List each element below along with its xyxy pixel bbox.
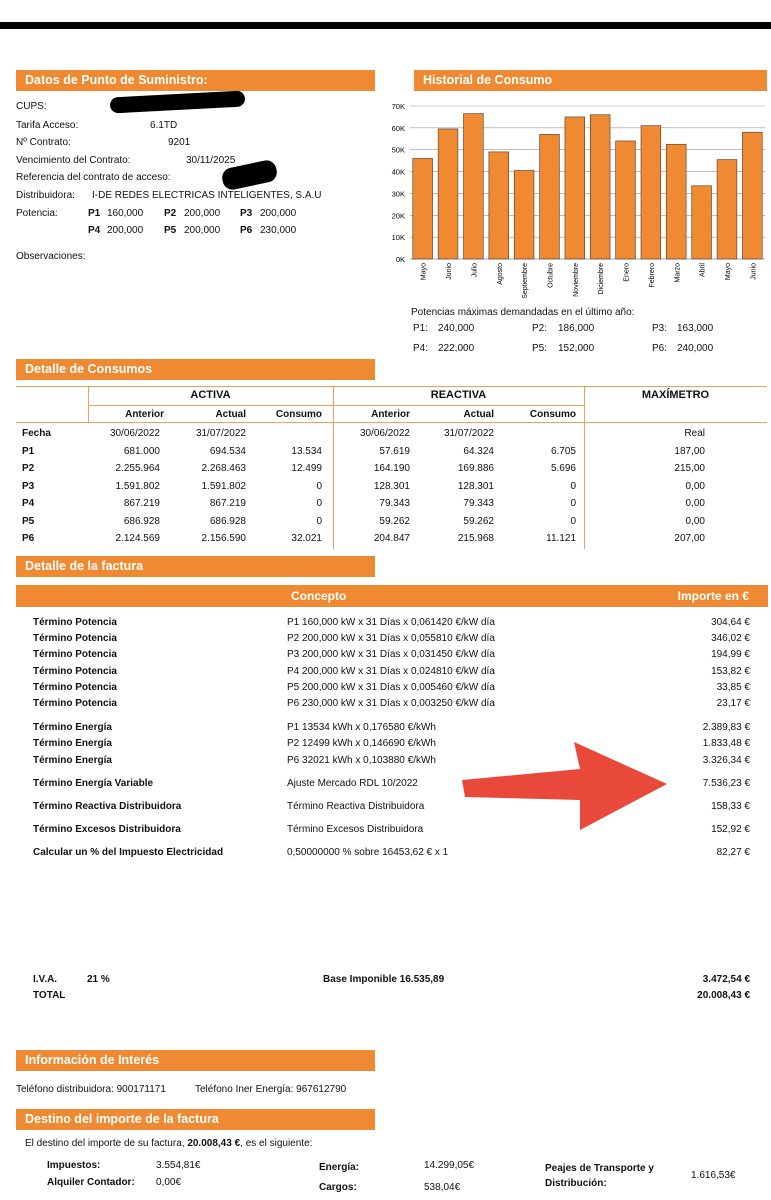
consumo-cell-a-ant: 867.219 bbox=[123, 498, 160, 509]
referencia-label: Referencia del contrato de acceso: bbox=[16, 172, 171, 183]
consumo-row bbox=[0, 498, 771, 514]
consumo-cell-r-ant: 204.847 bbox=[373, 533, 410, 544]
consumo-row bbox=[0, 446, 771, 462]
chart-bar bbox=[565, 117, 585, 259]
factura-line-amount: 82,27 € bbox=[716, 847, 750, 858]
chart-xtick-label: Octubre bbox=[547, 263, 555, 288]
factura-line-desc: P2 12499 kWh x 0,146690 €/kWh bbox=[287, 738, 436, 749]
consumo-cell-r-con: 11.121 bbox=[546, 533, 576, 544]
maxima-p4-value: 222,000 bbox=[438, 343, 475, 354]
factura-line-amount: 158,33 € bbox=[711, 801, 750, 812]
factura-line-name: Término Energía bbox=[33, 722, 112, 733]
factura-line-amount: 304,64 € bbox=[711, 617, 750, 628]
consumo-cell-r-ant: 30/06/2022 bbox=[359, 428, 410, 439]
iva-label: I.V.A. bbox=[33, 974, 58, 985]
destino-intro bbox=[25, 1138, 312, 1149]
destino-intro-amount: 20.008,43 € bbox=[187, 1138, 241, 1149]
group-reactiva: REACTIVA bbox=[430, 389, 487, 401]
factura-line-desc: P2 200,000 kW x 31 Días x 0,055810 €/kW día bbox=[287, 633, 495, 644]
factura-line-amount: 2.389,83 € bbox=[702, 722, 750, 733]
potencia-p6-label: P6 bbox=[240, 225, 253, 236]
group-activa: ACTIVA bbox=[190, 389, 231, 401]
consumo-cell-a-act: 2.268.463 bbox=[201, 463, 246, 474]
col-concepto: Concepto bbox=[291, 589, 347, 603]
chart-ytick-label: 0K bbox=[395, 255, 405, 264]
consumo-cell-r-ant: 57.619 bbox=[379, 445, 410, 457]
consumo-cell-label: P4 bbox=[22, 498, 35, 509]
potencia-p5-label: P5 bbox=[164, 225, 177, 236]
consumo-cell-max: 215,00 bbox=[674, 463, 705, 474]
factura-line-amount: 7.536,23 € bbox=[702, 778, 750, 789]
factura-line-name: Término Reactiva Distribuidora bbox=[33, 801, 182, 812]
consumo-cell-a-ant: 2.124.569 bbox=[115, 533, 160, 544]
consumo-row bbox=[0, 463, 771, 479]
observaciones-label: Observaciones: bbox=[16, 251, 86, 262]
destino-header: Destino del importe de la factura bbox=[16, 1109, 375, 1130]
chart-bar bbox=[616, 141, 636, 259]
col-reactiva-anterior: Anterior bbox=[371, 409, 410, 420]
factura-line-desc: Término Excesos Distribuidora bbox=[287, 824, 424, 835]
consumo-cell-r-act: 128.301 bbox=[457, 480, 494, 492]
energia-label: Energía: bbox=[319, 1162, 360, 1173]
cups-label: CUPS: bbox=[16, 101, 47, 112]
factura-line-desc: P1 13534 kWh x 0,176580 €/kWh bbox=[287, 722, 436, 733]
consumo-cell-a-ant: 686.928 bbox=[123, 515, 160, 527]
chart-bar bbox=[666, 144, 686, 259]
factura-line-desc: Término Reactiva Distribuidora bbox=[287, 801, 425, 812]
consumo-cell-label: P6 bbox=[22, 533, 35, 544]
destino-intro-post: , es el siguiente: bbox=[240, 1138, 313, 1149]
consumo-cell-r-ant: 164.190 bbox=[373, 463, 410, 474]
factura-line-amount: 1.833,48 € bbox=[702, 738, 750, 749]
chart-bar bbox=[464, 114, 484, 259]
contrato-label: Nº Contrato: bbox=[16, 137, 71, 148]
chart-xtick-label: Marzo bbox=[674, 263, 682, 283]
consumo-cell-max: 0,00 bbox=[685, 480, 705, 492]
consumo-row bbox=[0, 428, 771, 444]
chart-ytick-label: 60K bbox=[391, 123, 405, 133]
factura-line-name: Calcular un % del Impuesto Electricidad bbox=[33, 847, 224, 858]
divider bbox=[88, 405, 585, 406]
chart-xtick-label: Junio bbox=[446, 263, 454, 280]
chart-ytick-label: 40K bbox=[391, 167, 405, 177]
factura-line-name: Término Potencia bbox=[33, 666, 117, 677]
maxima-p3-label: P3: bbox=[652, 323, 668, 334]
chart-xtick-label: Diciembre bbox=[598, 263, 606, 295]
highlight-arrow-icon bbox=[462, 742, 672, 832]
potencia-label: Potencia: bbox=[16, 208, 58, 219]
consumption-bar-chart bbox=[383, 100, 768, 310]
chart-ytick-label: 50K bbox=[391, 145, 405, 155]
col-activa-consumo: Consumo bbox=[275, 409, 322, 420]
consumo-cell-r-act: 64.324 bbox=[463, 445, 494, 457]
factura-line-amount: 3.326,34 € bbox=[702, 755, 750, 766]
potencia-p1-label: P1 bbox=[88, 208, 101, 219]
chart-xtick-label: Septiembre bbox=[522, 263, 530, 299]
cargos-value: 538,04€ bbox=[424, 1182, 461, 1193]
chart-bar bbox=[489, 152, 509, 259]
consumo-cell-a-con: 0 bbox=[316, 515, 322, 527]
peajes-label-1: Peajes de Transporte y bbox=[545, 1163, 654, 1174]
distribuidora-value: I-DE REDES ELECTRICAS INTELIGENTES, S.A.U bbox=[92, 190, 322, 201]
consumo-row bbox=[0, 481, 771, 497]
factura-line-amount: 153,82 € bbox=[711, 666, 750, 677]
maxima-p1-value: 240,000 bbox=[438, 323, 475, 334]
factura-line-desc: P6 32021 kWh x 0,103880 €/kWh bbox=[287, 755, 436, 766]
maxima-p6-value: 240,000 bbox=[677, 343, 714, 354]
impuestos-value: 3.554,81€ bbox=[156, 1160, 201, 1171]
maxima-p2-value: 186,000 bbox=[558, 323, 595, 334]
consumo-cell-max: Real bbox=[684, 428, 705, 439]
chart-bar bbox=[742, 132, 762, 259]
cargos-label: Cargos: bbox=[319, 1182, 357, 1193]
factura-table-header bbox=[16, 585, 768, 607]
interes-header: Información de Interés bbox=[16, 1050, 375, 1071]
consumo-cell-r-con: 5.696 bbox=[550, 463, 576, 474]
vencimiento-label: Vencimiento del Contrato: bbox=[16, 155, 131, 166]
chart-xtick-label: Febrero bbox=[648, 263, 656, 288]
chart-bar bbox=[692, 186, 712, 259]
consumo-cell-r-con: 6.705 bbox=[550, 445, 576, 457]
impuestos-label: Impuestos: bbox=[47, 1160, 101, 1171]
total-label: TOTAL bbox=[33, 990, 66, 1001]
consumo-cell-r-act: 31/07/2022 bbox=[443, 428, 494, 439]
consumo-cell-r-act: 215.968 bbox=[457, 533, 494, 544]
maximas-label: Potencias máximas demandadas en el último año: bbox=[411, 307, 635, 318]
col-importe: Importe en € bbox=[677, 589, 749, 603]
factura-header: Detalle de la factura bbox=[16, 556, 375, 577]
maxima-p3-value: 163,000 bbox=[677, 323, 714, 334]
chart-bar bbox=[717, 160, 737, 259]
energia-value: 14.299,05€ bbox=[424, 1160, 475, 1171]
potencia-p4-value: 200,000 bbox=[107, 225, 144, 236]
consumo-cell-r-con: 0 bbox=[570, 480, 576, 492]
alquiler-label: Alquiler Contador: bbox=[47, 1177, 135, 1188]
consumo-cell-max: 207,00 bbox=[674, 533, 705, 544]
consumo-cell-a-con: 13.534 bbox=[291, 445, 322, 457]
factura-line-desc: 0,50000000 % sobre 16453,62 € x 1 bbox=[287, 847, 449, 858]
factura-line-amount: 23,17 € bbox=[716, 698, 750, 709]
iva-amount: 3.472,54 € bbox=[702, 974, 750, 985]
vencimiento-value: 30/11/2025 bbox=[186, 155, 236, 166]
potencia-p3-label: P3 bbox=[240, 208, 253, 219]
group-maximetro: MAXÍMETRO bbox=[641, 389, 710, 401]
total-amount: 20.008,43 € bbox=[697, 990, 750, 1001]
factura-line-name: Término Energía bbox=[33, 738, 112, 749]
factura-line-name: Término Potencia bbox=[33, 649, 117, 660]
divider bbox=[16, 422, 767, 423]
col-reactiva-consumo: Consumo bbox=[529, 409, 576, 420]
consumo-cell-a-act: 694.534 bbox=[209, 445, 246, 457]
col-reactiva-actual: Actual bbox=[463, 409, 494, 420]
chart-ytick-label: 10K bbox=[391, 233, 405, 243]
chart-bar bbox=[641, 126, 661, 259]
factura-line-desc: P1 160,000 kW x 31 Días x 0,061420 €/kW día bbox=[287, 617, 495, 628]
base-imponible: Base Imponible 16.535,89 bbox=[323, 974, 445, 985]
consumos-header: Detalle de Consumos bbox=[16, 359, 375, 380]
consumo-cell-r-act: 169.886 bbox=[457, 463, 494, 474]
tel-distribuidora: Teléfono distribuidora: 900171171 bbox=[16, 1084, 166, 1095]
consumo-cell-r-act: 79.343 bbox=[463, 498, 494, 509]
tarifa-label: Tarifa Acceso: bbox=[16, 120, 79, 131]
consumo-cell-a-act: 2.156.590 bbox=[201, 533, 246, 544]
chart-bar bbox=[413, 158, 433, 259]
maxima-p5-label: P5: bbox=[532, 343, 548, 354]
factura-line-amount: 152,92 € bbox=[711, 824, 750, 835]
factura-line-desc: P5 200,000 kW x 31 Días x 0,005460 €/kW día bbox=[287, 682, 495, 693]
consumo-row bbox=[0, 516, 771, 532]
consumo-cell-label: P2 bbox=[22, 463, 35, 474]
consumo-cell-max: 0,00 bbox=[685, 498, 705, 509]
consumo-cell-max: 187,00 bbox=[674, 445, 705, 457]
maxima-p6-label: P6: bbox=[652, 343, 668, 354]
chart-xtick-label: Julio bbox=[471, 263, 479, 278]
maxima-p2-label: P2: bbox=[532, 323, 548, 334]
factura-line-name: Término Potencia bbox=[33, 633, 117, 644]
potencia-p1-value: 160,000 bbox=[107, 208, 144, 219]
consumo-cell-a-act: 31/07/2022 bbox=[195, 428, 246, 439]
potencia-p2-label: P2 bbox=[164, 208, 177, 219]
col-activa-actual: Actual bbox=[215, 409, 246, 420]
chart-xtick-label: Abril bbox=[699, 263, 707, 278]
chart-xtick-label: Mayo bbox=[420, 263, 428, 281]
consumo-cell-label: P5 bbox=[22, 515, 35, 527]
factura-line-desc: P6 230,000 kW x 31 Días x 0,003250 €/kW día bbox=[287, 698, 495, 709]
tarifa-value: 6.1TD bbox=[150, 120, 178, 131]
maxima-p5-value: 152,000 bbox=[558, 343, 595, 354]
factura-line-name: Término Energía bbox=[33, 755, 112, 766]
chart-bar bbox=[590, 115, 610, 259]
consumo-cell-max: 0,00 bbox=[685, 515, 705, 527]
consumo-cell-label: P1 bbox=[22, 445, 35, 457]
factura-line-name: Término Potencia bbox=[33, 617, 117, 628]
consumo-cell-a-con: 32.021 bbox=[291, 533, 322, 544]
factura-line-desc: P4 200,000 kW x 31 Días x 0,024810 €/kW día bbox=[287, 666, 495, 677]
tel-iner: Teléfono Iner Energía: 967612790 bbox=[195, 1084, 347, 1095]
iva-pct: 21 % bbox=[87, 974, 110, 985]
factura-line-name: Término Potencia bbox=[33, 682, 117, 693]
consumo-cell-a-act: 1.591.802 bbox=[201, 480, 246, 492]
top-border bbox=[0, 22, 771, 29]
consumo-cell-r-ant: 128.301 bbox=[373, 480, 410, 492]
divider bbox=[16, 386, 767, 387]
destino-intro-pre: El destino del importe de su factura, bbox=[25, 1138, 185, 1149]
distribuidora-label: Distribuidora: bbox=[16, 190, 75, 201]
consumo-cell-a-ant: 1.591.802 bbox=[115, 480, 160, 492]
consumo-cell-label: Fecha bbox=[22, 428, 51, 439]
chart-bar bbox=[514, 170, 534, 259]
consumo-cell-r-con: 0 bbox=[570, 498, 576, 509]
factura-line-name: Término Potencia bbox=[33, 698, 117, 709]
consumo-cell-r-con: 0 bbox=[570, 515, 576, 527]
history-header: Historial de Consumo bbox=[414, 70, 767, 91]
consumo-cell-a-act: 867.219 bbox=[209, 498, 246, 509]
factura-line-name: Término Energía Variable bbox=[33, 778, 154, 789]
consumo-cell-a-con: 0 bbox=[316, 480, 322, 492]
maxima-p4-label: P4: bbox=[413, 343, 429, 354]
consumo-row bbox=[0, 533, 771, 549]
factura-line-desc: P3 200,000 kW x 31 Días x 0,031450 €/kW día bbox=[287, 649, 495, 660]
contrato-value: 9201 bbox=[168, 137, 191, 148]
chart-bar bbox=[540, 134, 560, 259]
alquiler-value: 0,00€ bbox=[156, 1177, 182, 1188]
consumo-cell-r-act: 59.262 bbox=[463, 515, 494, 527]
factura-line-amount: 346,02 € bbox=[711, 633, 750, 644]
consumo-cell-r-ant: 59.262 bbox=[379, 515, 410, 527]
factura-line-name: Término Excesos Distribuidora bbox=[33, 824, 181, 835]
consumo-cell-a-ant: 30/06/2022 bbox=[109, 428, 160, 439]
potencia-p2-value: 200,000 bbox=[184, 208, 221, 219]
chart-xtick-label: Mayo bbox=[724, 263, 732, 281]
consumo-cell-a-con: 12.499 bbox=[291, 463, 322, 474]
supply-header: Datos de Punto de Suministro: bbox=[16, 70, 375, 91]
consumo-cell-label: P3 bbox=[22, 480, 35, 492]
chart-xtick-label: Junio bbox=[750, 263, 758, 280]
consumo-cell-a-act: 686.928 bbox=[209, 515, 246, 527]
chart-xtick-label: Noviembre bbox=[572, 263, 580, 297]
chart-xtick-label: Agosto bbox=[496, 263, 504, 285]
peajes-label-2: Distribución: bbox=[545, 1178, 607, 1189]
potencia-p3-value: 200,000 bbox=[260, 208, 297, 219]
chart-ytick-label: 70K bbox=[391, 102, 405, 111]
chart-xtick-label: Enero bbox=[623, 263, 631, 282]
consumo-cell-r-ant: 79.343 bbox=[379, 498, 410, 509]
consumo-cell-a-ant: 2.255.964 bbox=[115, 463, 160, 474]
col-activa-anterior: Anterior bbox=[125, 409, 164, 420]
maxima-p1-label: P1: bbox=[413, 323, 429, 334]
consumo-cell-a-con: 0 bbox=[316, 498, 322, 509]
peajes-value: 1.616,53€ bbox=[691, 1170, 736, 1181]
consumo-cell-a-ant: 681.000 bbox=[123, 445, 160, 457]
factura-line-amount: 33,85 € bbox=[716, 682, 750, 693]
chart-bar bbox=[438, 129, 458, 259]
factura-line-amount: 194,99 € bbox=[711, 649, 750, 660]
redaction-mark bbox=[110, 90, 246, 113]
potencia-p6-value: 230,000 bbox=[260, 225, 297, 236]
potencia-p5-value: 200,000 bbox=[184, 225, 221, 236]
chart-ytick-label: 20K bbox=[391, 211, 405, 221]
potencia-p4-label: P4 bbox=[88, 225, 101, 236]
factura-line-desc: Ajuste Mercado RDL 10/2022 bbox=[287, 778, 418, 789]
chart-ytick-label: 30K bbox=[391, 189, 405, 199]
